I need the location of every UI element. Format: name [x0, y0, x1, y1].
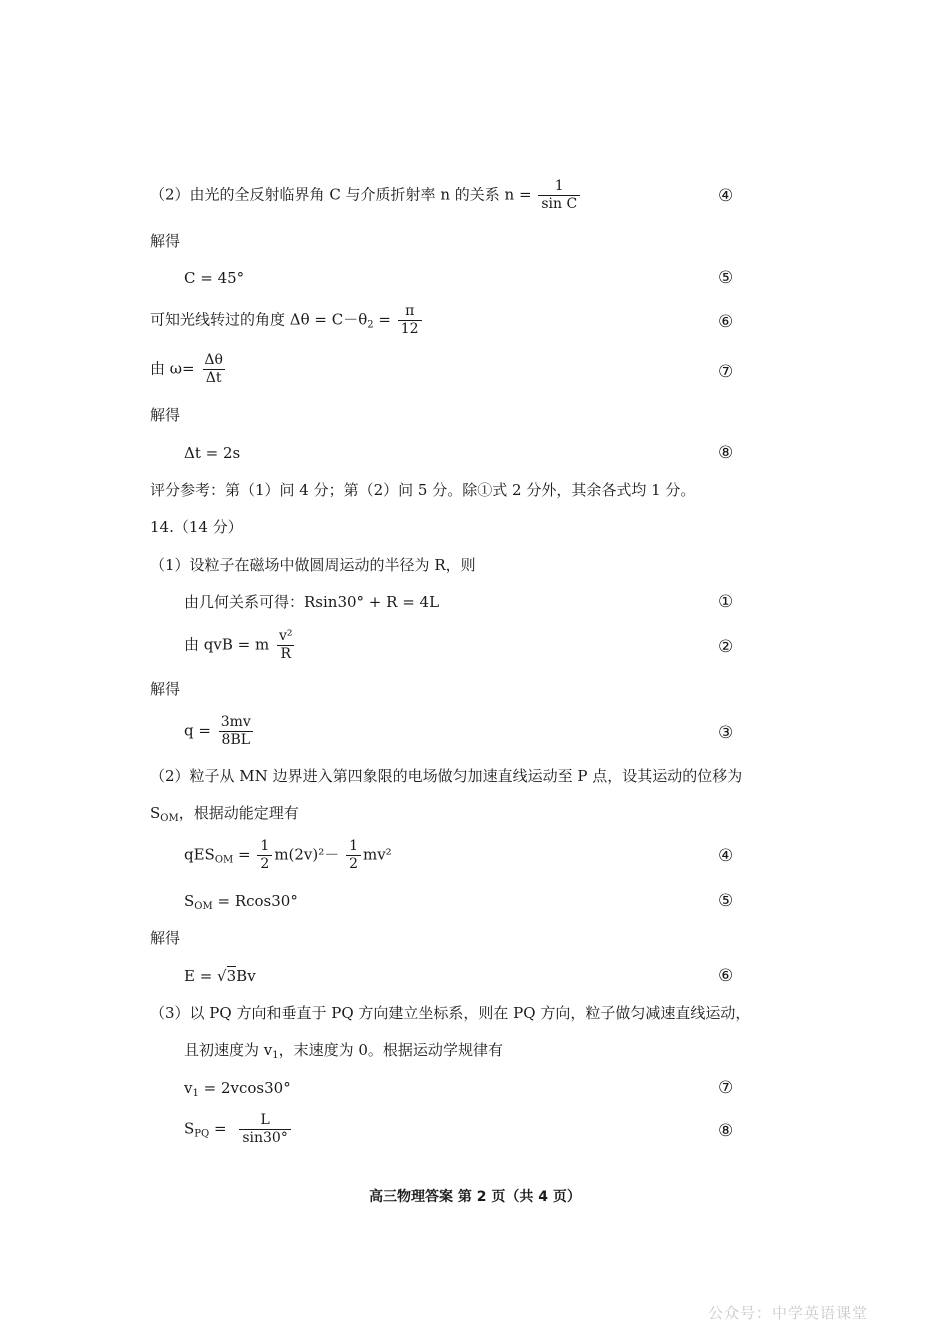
- eq-marker-8: ⑧: [718, 443, 734, 463]
- eq-marker-7: ⑦: [718, 1078, 734, 1098]
- eq-marker-6: ⑥: [718, 966, 734, 986]
- page-footer: 高三物理答案 第 2 页（共 4 页）: [369, 1189, 581, 1205]
- eq-spq: $S_{PQ}$ = $\frac{L}{\sin 30^\circ}$: [184, 1112, 293, 1147]
- part-2-intro: （2）粒子从 MN 边界进入第四象限的电场做匀加速直线运动至 P 点，设其运动的位移为: [150, 767, 743, 785]
- scoring-note: 评分参考：第（1）问 4 分；第（2）问 5 分。除①式 2 分外，其余各式均 1 分。: [150, 481, 696, 499]
- eq-marker-6: ⑥: [718, 312, 734, 332]
- eq-marker-7: ⑦: [718, 362, 734, 382]
- eq-q: q = $\frac{3mv}{8BL}$: [184, 714, 256, 749]
- fraction-half: $\frac{1}{2}$: [257, 838, 272, 873]
- label-jiede: 解得: [150, 680, 181, 698]
- eq-marker-5: ⑤: [718, 891, 734, 911]
- part-2-intro-cont: $S_{OM}$，根据动能定理有: [150, 804, 299, 824]
- line-critical-angle: （2）由光的全反射临界角 C 与介质折射率 n 的关系 n = $\frac{1}{\text{sin C}}$: [150, 178, 582, 213]
- fraction-v2-R: $\frac{\text{v²}}{R}$: [278, 628, 293, 662]
- eq-marker-1: ①: [718, 592, 734, 612]
- part-1-intro: （1）设粒子在磁场中做圆周运动的半径为 R，则: [150, 556, 476, 574]
- eq-e-field: E = √3Bv: [184, 967, 256, 985]
- eq-c-45: C = 45°: [184, 269, 245, 287]
- label-jiede: 解得: [150, 232, 181, 250]
- label-jiede: 解得: [150, 929, 181, 947]
- part-3-intro-cont: 且初速度为 $v_1$，末速度为 0。根据运动学规律有: [184, 1041, 503, 1061]
- line-omega: 由 ω= $\frac{\Delta\theta}{\Delta t}$: [150, 352, 228, 387]
- eq-marker-5: ⑤: [718, 268, 734, 288]
- eq-marker-3: ③: [718, 723, 734, 743]
- eq-geometry: 由几何关系可得：Rsin30° + R = 4L: [184, 593, 440, 611]
- part-3-intro: （3）以 PQ 方向和垂直于 PQ 方向建立坐标系，则在 PQ 方向，粒子做匀减速直线运动，: [150, 1004, 751, 1022]
- watermark: 公众号：中学英语课堂: [708, 1304, 869, 1322]
- fraction-L-sin30: $\frac{L}{\sin 30^\circ}$: [239, 1112, 291, 1147]
- eq-marker-8: ⑧: [718, 1121, 734, 1141]
- eq-dt-2s: Δt = 2s: [184, 444, 241, 462]
- fraction-dtheta-dt: $\frac{\Delta\theta}{\Delta t}$: [204, 352, 223, 386]
- eq-marker-4: ④: [718, 846, 734, 866]
- fraction-half: $\frac{1}{2}$: [346, 838, 361, 873]
- fraction-pi-12: $\frac{\pi}{12}$: [398, 303, 422, 338]
- fraction-1-over-sinC: $\frac{1}{\text{sin C}}$: [538, 178, 580, 213]
- fraction-3mv-8BL: $\frac{3mv}{8BL}$: [218, 714, 254, 749]
- eq-marker-4: ④: [718, 186, 734, 206]
- label-jiede: 解得: [150, 406, 181, 424]
- eq-kinetic-energy: qES$_{OM}$ = $\frac{1}{2}$ m(2v)²－ $\frac{1}{2}$ mv²: [184, 838, 392, 872]
- eq-som: $S_{OM} = Rcos30^\circ$: [184, 892, 298, 912]
- line-delta-theta: 可知光线转过的角度 $\Delta\theta = C-\theta_2$ = $\frac{\pi}{12}$: [150, 303, 424, 338]
- eq-marker-2: ②: [718, 637, 734, 657]
- eq-qvb: 由 qvB = m $\frac{\text{v²}}{R}$: [184, 628, 298, 663]
- eq-v1: $v_1 = 2vcos30^\circ$: [184, 1079, 291, 1099]
- question-14-heading: 14.（14 分）: [150, 518, 243, 536]
